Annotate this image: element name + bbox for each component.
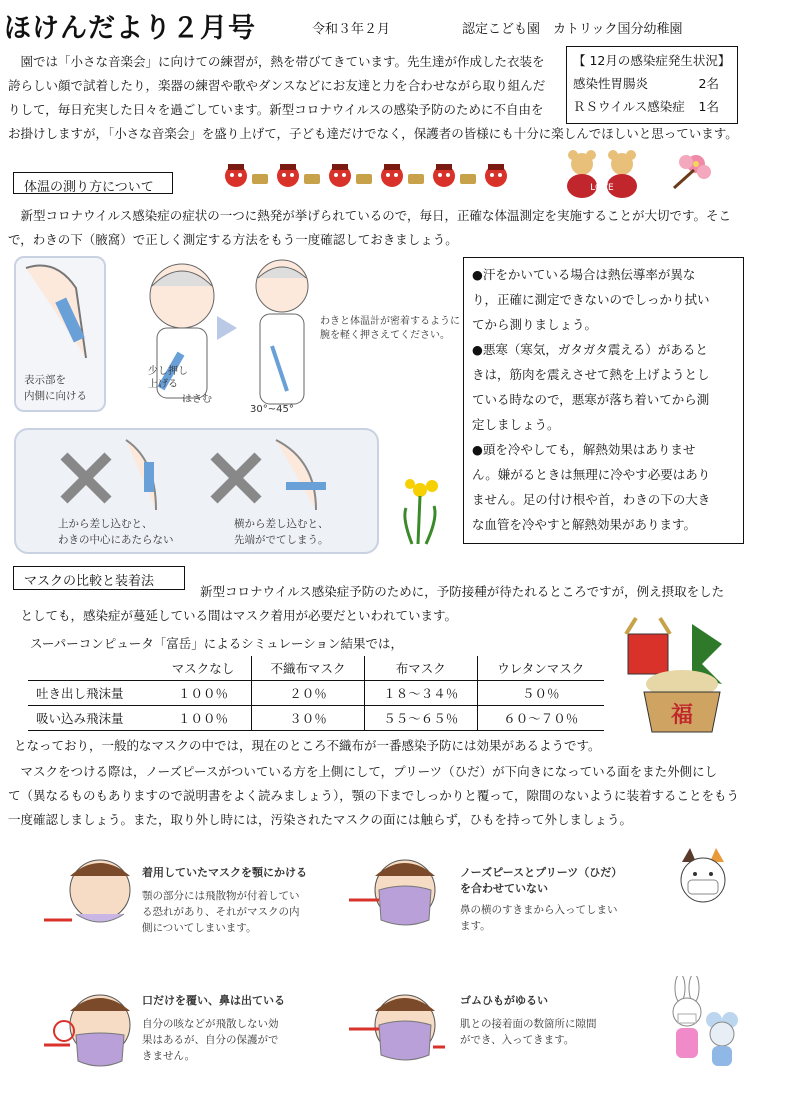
fuku-text: 福 bbox=[670, 703, 694, 728]
thermo-tips-box bbox=[463, 257, 744, 544]
label-angle: 30°~45° bbox=[250, 404, 294, 415]
tip-line: きは，筋肉を震えさせて熱を上げようとし bbox=[472, 367, 710, 382]
example-caption bbox=[460, 902, 660, 934]
table-cell: １８～３４％ bbox=[364, 681, 477, 706]
intro-line: お掛けしますが，「小さな音楽会」を盛り上げて，子ども達だけでなく，保護者の皆様にも十分に楽しんでほしいと思っています。 bbox=[8, 126, 738, 141]
tip-line: ている時なので，悪寒が落ち着いてから測 bbox=[472, 392, 710, 407]
loose-strap-illustration bbox=[345, 985, 445, 1085]
table-row bbox=[28, 706, 604, 731]
cross-icon bbox=[214, 456, 258, 500]
setsubun-fuku-image bbox=[622, 614, 740, 738]
table-cell: １００％ bbox=[155, 681, 252, 706]
oni-icon bbox=[225, 164, 268, 187]
oni-icon bbox=[277, 164, 320, 187]
table-cell: ３０％ bbox=[252, 706, 365, 731]
case-count: 1名 bbox=[698, 99, 719, 114]
issue-date: 令和３年２月 bbox=[312, 22, 391, 37]
thermo-line: 新型コロナウイルス感染症の症状の一つに熱発が挙げられているので，毎日，正確な体温測定を実施することが大切です。そこ bbox=[8, 208, 732, 223]
label-line: 先端がでてしまう。 bbox=[234, 534, 329, 546]
daffodil-image bbox=[392, 478, 448, 546]
table-cell: ウレタンマスク bbox=[477, 656, 604, 681]
infection-row bbox=[573, 72, 731, 95]
arrow-right-icon bbox=[217, 316, 237, 340]
label-line: 表示部を bbox=[24, 374, 66, 386]
mask-on-chin-illustration bbox=[40, 850, 140, 940]
mask-heading: マスクの比較と装着法 bbox=[13, 566, 185, 590]
example-heading: 着用していたマスクを顎にかける bbox=[142, 866, 307, 879]
caption-line: 肌との接着面の数箇所に隙間 bbox=[460, 1018, 597, 1030]
how-to-line: 一度確認しましょう。また，取り外し時には，汚染されたマスクの面には触らず，ひもを持って外しましょう。 bbox=[8, 812, 633, 827]
table-cell: 吸い込み飛沫量 bbox=[28, 706, 155, 731]
mask-line: 新型コロナウイルス感染症予防のために，予防接種が待たれるところですが，例え摂取をした bbox=[200, 584, 725, 599]
rabbit-mouse-image bbox=[662, 976, 742, 1072]
boy-thermometer-illustration bbox=[112, 256, 462, 416]
table-cell: ５５～６５％ bbox=[364, 706, 477, 731]
tip-line: ん。嫌がるときは無理に冷やす必要はあり bbox=[472, 467, 711, 482]
example-caption bbox=[460, 1016, 660, 1048]
caption-line: 側についてしまいます。 bbox=[142, 922, 257, 934]
infection-row bbox=[573, 95, 731, 118]
table-row bbox=[28, 681, 604, 706]
label-wrong-top bbox=[58, 516, 174, 548]
caption-line: 果はあるが、自分の保護がで bbox=[142, 1034, 279, 1046]
example-heading: を合わせていない bbox=[460, 882, 548, 895]
label-push-up-2: 上げる bbox=[148, 379, 178, 390]
intro-line: 誇らしい顔で試着したり，楽器の練習や歌やダンスなどにお友達と力を合わせながら取り組んだ bbox=[8, 78, 546, 93]
table-cell: 不織布マスク bbox=[252, 656, 365, 681]
label-wrong-side bbox=[234, 516, 329, 548]
tip-line: ●頭を冷やしても，解熱効果はありませ bbox=[472, 442, 696, 457]
oni-decoration-row bbox=[222, 158, 542, 194]
simulation-intro: スーパーコンピュータ「富岳」によるシミュレーション結果では， bbox=[30, 636, 404, 651]
oni-icon bbox=[381, 164, 424, 187]
table-cell: 吐き出し飛沫量 bbox=[28, 681, 155, 706]
flower-image bbox=[660, 148, 720, 190]
example-heading: ノーズピースとプリーツ（ひだ） bbox=[460, 866, 623, 879]
wrong-method-panel bbox=[14, 428, 379, 554]
infection-title: 【 12月の感染症発生状況】 bbox=[573, 53, 731, 68]
label-press-arm-2: 腕を軽く押さえてください。 bbox=[320, 330, 450, 341]
tip-line: 定しましょう。 bbox=[472, 417, 560, 432]
example-heading: ゴムひもがゆるい bbox=[460, 994, 548, 1007]
intro-line: 園では「小さな音楽会」に向けての練習が，熱を帯びてきています。先生達が作成した衣装を bbox=[8, 54, 545, 69]
oni-icon bbox=[485, 164, 507, 187]
thermo-step1-panel bbox=[14, 256, 106, 412]
disease-name: ＲＳウイルス感染症 bbox=[573, 99, 685, 114]
table-cell bbox=[28, 656, 155, 681]
misaligned-mask-illustration bbox=[345, 850, 445, 950]
how-to-line: マスクをつける際は，ノーズピースがついている方を上側にして，プリーツ（ひだ）が下向きになっている面をまた外側にし bbox=[8, 764, 718, 779]
table-cell: ５０％ bbox=[477, 681, 604, 706]
caption-line: 顎の部分には飛散物が付着してい bbox=[142, 890, 300, 902]
mask-comparison-table bbox=[28, 656, 604, 731]
tip-line: ●悪寒（寒気，ガタガタ震える）があると bbox=[472, 342, 708, 357]
oni-icon bbox=[329, 164, 372, 187]
intro-paragraph bbox=[8, 50, 563, 122]
caption-line: ます。 bbox=[460, 920, 491, 932]
armpit-closeup-illustration bbox=[16, 258, 104, 368]
caption-line: ができ、入ってきます。 bbox=[460, 1034, 575, 1046]
label-push-up-1: 少し押し bbox=[148, 366, 188, 377]
label-line: 内側に向ける bbox=[24, 390, 87, 402]
tip-line: ●汗をかいている場合は熱伝導率が異な bbox=[472, 267, 696, 282]
after-table-text: となっており，一般的なマスクの中では，現在のところ不織布が一番感染予防には効果があるようです。 bbox=[14, 738, 601, 753]
table-header-row bbox=[28, 656, 604, 681]
oni-icon bbox=[433, 164, 476, 187]
tip-line: てから測りましょう。 bbox=[472, 317, 598, 332]
bad-example-4 bbox=[460, 992, 660, 1048]
bad-example-1 bbox=[142, 864, 352, 936]
label-pinch: はさむ bbox=[182, 394, 212, 405]
school-name: 認定こども園 カトリック国分幼稚園 bbox=[462, 22, 683, 37]
caption-line: る恐れがあり、それがマスクの内 bbox=[142, 906, 300, 918]
table-cell: マスクなし bbox=[155, 656, 252, 681]
label-line: わきの中心にあたらない bbox=[58, 534, 174, 546]
cat-mask-image bbox=[668, 846, 738, 918]
thermo-paragraph bbox=[8, 204, 793, 252]
page-title: ほけんだより２月号 bbox=[4, 13, 256, 44]
tip-line: ません。足の付け根や首，わきの下の大き bbox=[472, 492, 711, 507]
example-caption bbox=[142, 888, 352, 936]
bad-example-2 bbox=[460, 864, 660, 934]
tip-line: な血管を冷やすと解熱効果があります。 bbox=[472, 517, 697, 532]
case-count: 2名 bbox=[698, 76, 719, 91]
disease-name: 感染性胃腸炎 bbox=[573, 76, 649, 91]
how-to-line: て（異なるものもありますので説明書をよく読みましょう），顎の下までしっかりと覆って，隙間のないように装着することをもう bbox=[8, 788, 740, 803]
caption-line: 鼻の横のすきまから入ってしまい bbox=[460, 904, 618, 916]
label-press-arm-1: わきと体温計が密着するように bbox=[320, 316, 460, 327]
thermo-heading: 体温の測り方について bbox=[13, 172, 173, 194]
thermo-line: で，わきの下（腋窩）で正しく測定する方法をもう一度確認しておきましょう。 bbox=[8, 232, 458, 247]
caption-line: きません。 bbox=[142, 1050, 196, 1062]
wrong-method-illustration bbox=[16, 430, 377, 520]
tip-line: り，正確に測定できないのでしっかり拭い bbox=[472, 292, 710, 307]
mask-line: としても，感染症が蔓延している間はマスク着用が必要だといわれています。 bbox=[8, 608, 458, 623]
nose-exposed-illustration bbox=[40, 985, 140, 1085]
table-cell: １００％ bbox=[155, 706, 252, 731]
label-line: 横から差し込むと、 bbox=[234, 518, 329, 530]
label-display-inside bbox=[24, 372, 87, 404]
bear-text: LOVE bbox=[590, 183, 614, 193]
label-line: 上から差し込むと、 bbox=[58, 518, 153, 530]
example-heading: 口だけを覆い、鼻は出ている bbox=[142, 994, 285, 1007]
example-caption bbox=[142, 1016, 352, 1064]
intro-line: りして，毎日充実した日々を過ごしています。新型コロナウイルスの感染予防のために不自由を bbox=[8, 102, 544, 117]
cross-icon bbox=[64, 456, 108, 500]
bad-example-3 bbox=[142, 992, 352, 1064]
table-cell: 布マスク bbox=[364, 656, 477, 681]
table-cell: ６０～７０％ bbox=[477, 706, 604, 731]
infection-status-box bbox=[566, 46, 738, 124]
teddy-bears-image bbox=[560, 150, 650, 200]
how-to-paragraph bbox=[8, 760, 793, 832]
table-cell: ２０％ bbox=[252, 681, 365, 706]
caption-line: 自分の咳などが飛散しない効 bbox=[142, 1018, 279, 1030]
